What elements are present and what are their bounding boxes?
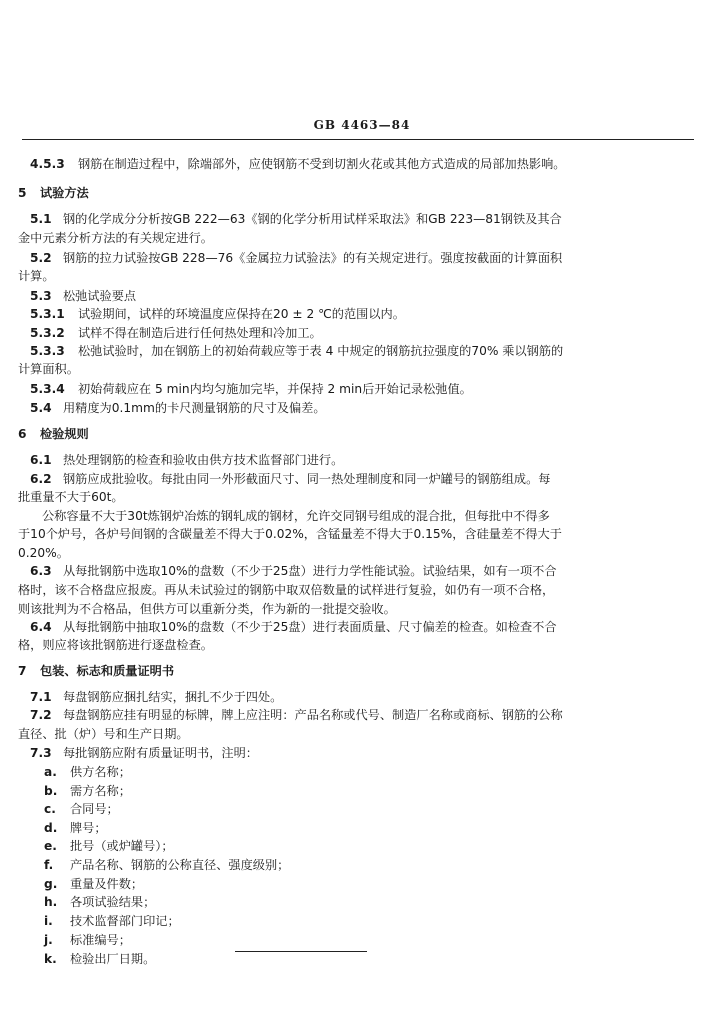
clause-text: 检验规则 — [40, 427, 89, 441]
clause-text: 用精度为0.1mm的卡尺测量钢筋的尺寸及偏差。 — [63, 401, 326, 415]
clause-number: 5.3.2 — [30, 326, 65, 340]
clause-text: 批重量不大于60t。 — [18, 490, 124, 504]
clause-number: 5.3 — [30, 289, 52, 303]
clause-text: 包装、标志和质量证明书 — [40, 664, 175, 678]
clause-text: 试验方法 — [40, 186, 89, 200]
clause-text: 热处理钢筋的检查和验收由供方技术监督部门进行。 — [63, 453, 344, 467]
clause-number: 4.5.3 — [30, 157, 65, 171]
clause-text: 试验期间，试样的环境温度应保持在20 ± 2 ℃的范围以内。 — [78, 307, 405, 321]
clause-text: 计算。 — [18, 269, 55, 283]
clause-number: 7 — [18, 664, 27, 678]
clause-text: 需方名称； — [70, 784, 131, 798]
clause-text: 技术监督部门印记； — [70, 914, 180, 928]
clause-text: 牌号； — [70, 821, 107, 835]
clause-number: 6.1 — [30, 453, 52, 467]
clause-number: 5.4 — [30, 401, 52, 415]
clause-number: f. — [44, 858, 54, 872]
clause-text: 钢筋在制造过程中，除端部外，应使钢筋不受到切割火花或其他方式造成的局部加热影响。 — [78, 157, 566, 171]
clause-text: 合同号； — [70, 802, 119, 816]
clause-text: 产品名称、钢筋的公称直径、强度级别； — [70, 858, 290, 872]
clause-number: 6.2 — [30, 472, 52, 486]
clause-number: b. — [44, 784, 58, 798]
clause-number: c. — [44, 802, 56, 816]
clause-number: i. — [44, 914, 53, 928]
clause-text: 每盘钢筋应挂有明显的标牌，牌上应注明：产品名称或代号、制造厂名称或商标、钢筋的公称 — [63, 708, 563, 722]
clause-number: 7.2 — [30, 708, 52, 722]
end-rule — [235, 951, 367, 952]
clause-text: 批号（或炉罐号）； — [70, 839, 174, 853]
clause-text: 重量及件数； — [70, 877, 144, 891]
clause-text: 0.20%。 — [18, 546, 69, 560]
clause-number: 5.2 — [30, 251, 52, 265]
clause-text: 于10个炉号，各炉号间钢的含碳量差不得大于0.02%，含锰量差不得大于0.15%，含硅量差不得大于 — [18, 527, 562, 541]
clause-text: 钢的化学成分分析按GB 222—63《钢的化学分析用试样采取法》和GB 223—81钢铁及其合 — [63, 212, 562, 226]
clause-text: 从每批钢筋中选取10%的盘数（不少于25盘）进行力学性能试验。试验结果，如有一项不合 — [63, 564, 557, 578]
clause-text: 初始荷载应在 5 min内均匀施加完毕，并保持 2 min后开始记录松弛值。 — [78, 382, 472, 396]
clause-number: h. — [44, 895, 58, 909]
clause-number: d. — [44, 821, 58, 835]
clause-number: 5.3.3 — [30, 344, 65, 358]
clause-number: 5.3.4 — [30, 382, 65, 396]
clause-text: 松弛试验时，加在钢筋上的初始荷载应等于表 4 中规定的钢筋抗拉强度的70% 乘以钢筋的 — [78, 344, 564, 358]
clause-number: 5.3.1 — [30, 307, 65, 321]
header-rule — [22, 139, 694, 140]
clause-text: 格时，该不合格盘应报废。再从未试验过的钢筋中取双倍数量的试样进行复验，如仍有一项不合格， — [18, 583, 555, 597]
clause-text: 每批钢筋应附有质量证明书，注明： — [63, 746, 258, 760]
clause-text: 计算面积。 — [18, 362, 79, 376]
clause-text: 标准编号； — [70, 933, 131, 947]
clause-text: 则该批判为不合格品，但供方可以重新分类，作为新的一批提交验收。 — [18, 602, 396, 616]
clause-number: 5 — [18, 186, 27, 200]
clause-number: k. — [44, 952, 57, 966]
clause-number: e. — [44, 839, 57, 853]
clause-text: 直径、批（炉）号和生产日期。 — [18, 727, 189, 741]
clause-number: j. — [44, 933, 53, 947]
clause-text: 公称容量不大于30t炼钢炉冶炼的钢轧成的钢材，允许交同钢号组成的混合批，但每批中不得多 — [42, 509, 550, 523]
clause-text: 各项试验结果； — [70, 895, 156, 909]
clause-text: 每盘钢筋应捆扎结实，捆扎不少于四处。 — [63, 690, 283, 704]
clause-number: 7.3 — [30, 746, 52, 760]
clause-number: 7.1 — [30, 690, 52, 704]
clause-text: 钢筋的拉力试验按GB 228—76《金属拉力试验法》的有关规定进行。强度按截面的计算面积 — [63, 251, 563, 265]
standard-code-header: GB 4463—84 — [313, 118, 411, 132]
clause-number: 5.1 — [30, 212, 52, 226]
clause-text: 格，则应将该批钢筋进行逐盘检查。 — [18, 638, 213, 652]
clause-number: 6 — [18, 427, 27, 441]
clause-text: 供方名称； — [70, 765, 131, 779]
clause-text: 金中元素分析方法的有关规定进行。 — [18, 231, 213, 245]
clause-text: 松弛试验要点 — [63, 289, 137, 303]
clause-number: 6.4 — [30, 620, 52, 634]
clause-number: g. — [44, 877, 58, 891]
clause-text: 试样不得在制造后进行任何热处理和冷加工。 — [78, 326, 322, 340]
clause-text: 从每批钢筋中抽取10%的盘数（不少于25盘）进行表面质量、尺寸偏差的检查。如检查不合 — [63, 620, 557, 634]
clause-text: 钢筋应成批验收。每批由同一外形截面尺寸、同一热处理制度和同一炉罐号的钢筋组成。每 — [63, 472, 551, 486]
clause-number: a. — [44, 765, 57, 779]
clause-number: 6.3 — [30, 564, 52, 578]
clause-text: 检验出厂日期。 — [70, 952, 156, 966]
